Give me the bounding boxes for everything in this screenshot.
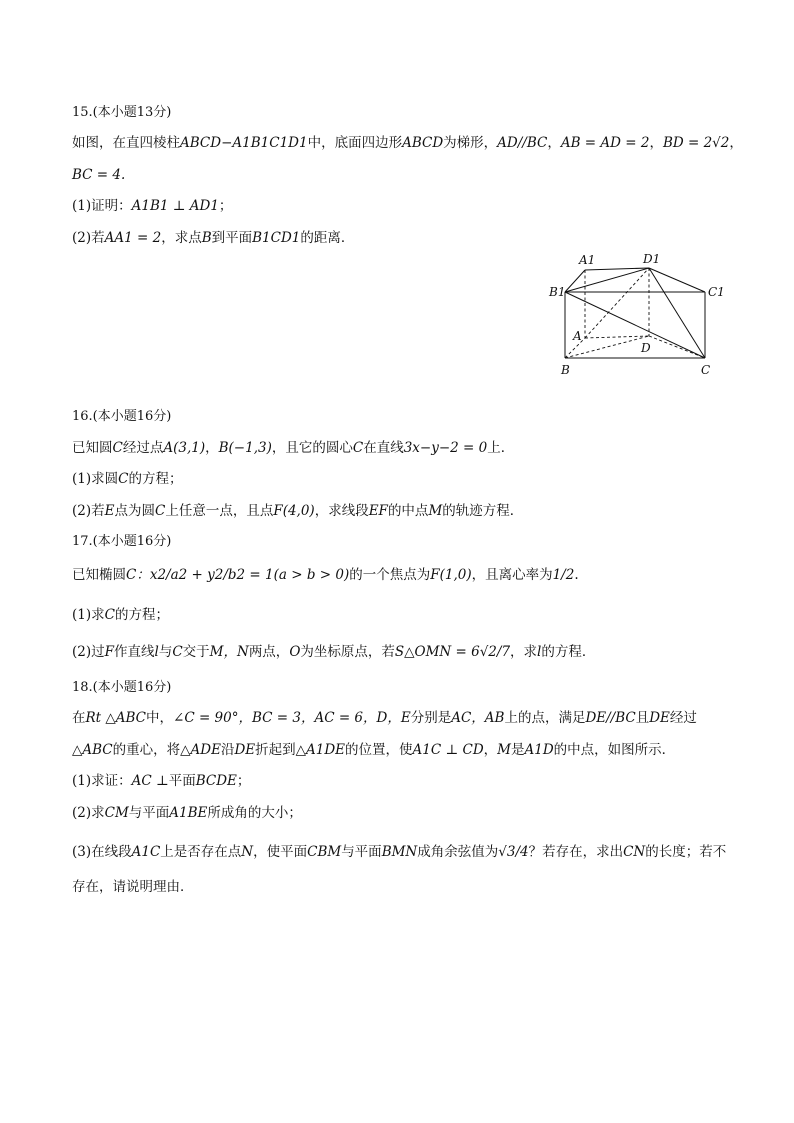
label-C: C [701,363,711,377]
problem-16-header: 16.(本小题16分) [72,409,172,424]
problem-17-stem: 已知椭圆C：x2/a2 + y2/b2 = 1(a > b > 0)的一个焦点为F(1,0)，且离心率为1/2. [72,567,579,583]
problem-15-part-1: (1)证明：A1B1 ⊥ AD1； [72,198,233,214]
problem-18-part-1: (1)求证：AC ⊥平面BCDE； [72,773,251,789]
label-C1: C1 [708,285,725,299]
edge-D1C1 [649,268,705,292]
label-B: B [561,363,570,377]
label-D: D [641,341,651,355]
edge-A1D1 [585,268,649,270]
problem-18-header: 18.(本小题16分) [72,680,172,695]
problem-17-part-1: (1)求C的方程； [72,607,169,623]
label-D1: D1 [643,252,661,266]
hidden-AD [585,336,649,338]
problem-18-last-line: 存在，请说明理由． [72,879,194,895]
label-A1: A1 [579,253,596,267]
problem-15-header: 15.(本小题13分) [72,105,172,120]
prism-figure [545,250,725,380]
problem-18-part-3: (3)在线段A1C上是否存在点N，使平面CBM与平面BMN成角余弦值为√3/4？若存在，求出CN的长度；若不 [72,844,727,860]
problem-18-part-2: (2)求CM与平面A1BE所成角的大小； [72,805,302,821]
problem-16-part-2: (2)若E点为圆C上任意一点，且点F(4,0)，求线段EF的中点M的轨迹方程． [72,503,524,519]
problem-15-stem-line2: BC = 4. [72,167,126,183]
hidden-DC [649,336,705,358]
label-B1: B1 [549,285,566,299]
diag-B1D1 [565,268,649,292]
problem-17-part-2: (2)过F作直线l与C交于M，N两点，O为坐标原点，若S△OMN = 6√2/7，求l的方程． [72,644,596,660]
problem-16-stem: 已知圆C经过点A(3,1)，B(−1,3)，且它的圆心C在直线3x−y−2 = 0上． [72,440,515,456]
problem-17-header: 17.(本小题16分) [72,534,172,549]
problem-15-part-2: (2)若AA1 = 2，求点B到平面B1CD1的距离． [72,230,355,246]
problem-18-stem: 在Rt △ABC中，∠C = 90°，BC = 3，AC = 6，D，E分别是AC，AB上的点，满足DE//BC且DE经过 [72,710,697,726]
problem-16-part-1: (1)求圆C的方程； [72,471,183,487]
problem-18-stem-line2: △ABC的重心，将△ADE沿DE折起到△A1DE的位置，使A1C ⊥ CD，M是A1D的中点，如图所示． [72,742,676,758]
problem-15-stem: 如图，在直四棱柱ABCD−A1B1C1D1中，底面四边形ABCD为梯形，AD//BC，AB = AD = 2，BD = 2√2， [72,135,743,151]
label-A: A [573,329,582,343]
